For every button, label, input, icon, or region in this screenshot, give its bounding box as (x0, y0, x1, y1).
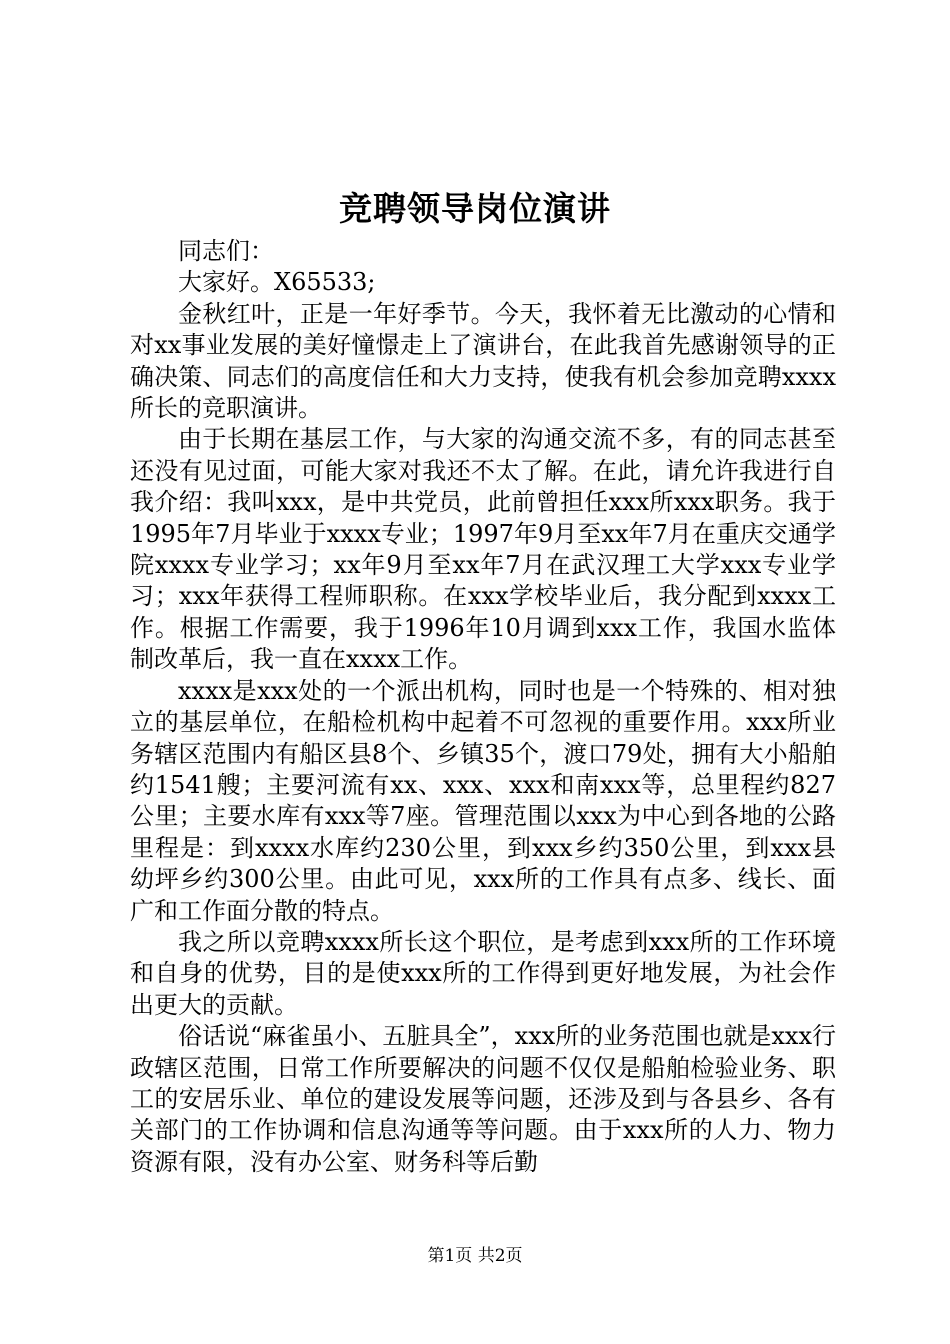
paragraph-unit-overview: xxxx是xxx处的一个派出机构，同时也是一个特殊的、相对独立的基层单位，在船检机构中起着不可忽视的重要作用。xxx所业务辖区范围内有船区县8个、乡镇35个，渡口79处，拥有大小船舶约1541艘；主要河流有xx、xxx、xxx和南xxx等，总里程约827公里；主要水库有xxx等7座。管理范围以xxx为中心到各地的公路里程是：到xxxx水库约230公里，到xxx乡约350公里，到xxx县幼坪乡约300公里。由此可见，xxx所的工作具有点多、线长、面广和工作面分散的特点。 (130, 676, 836, 925)
paragraph-motivation: 我之所以竞聘xxxx所长这个职位，是考虑到xxx所的工作环境和自身的优势，目的是使xxx所的工作得到更好地发展，为社会作出更大的贡献。 (130, 927, 836, 1019)
document-title: 竞聘领导岗位演讲 (339, 189, 611, 228)
document-body (130, 236, 836, 1178)
paragraph-self-introduction: 由于长期在基层工作，与大家的沟通交流不多，有的同志甚至还没有见过面，可能大家对我还不太了解。在此，请允许我进行自我介绍：我叫xxx，是中共党员，此前曾担任xxx所xxx职务。我于1995年7月毕业于xxxx专业；1997年9月至xx年7月在重庆交通学院xxxx专业学习；xx年9月至xx年7月在武汉理工大学xxx专业学习；xxx年获得工程师职称。在xxx学校毕业后，我分配到xxxx工作。根据工作需要，我于1996年10月调到xxx工作，我国水监体制改革后，我一直在xxxx工作。 (130, 425, 836, 674)
greeting: 大家好。X65533; (178, 268, 376, 297)
salutation: 同志们： (178, 237, 274, 265)
page-number: 第1页 共2页 (427, 1246, 523, 1266)
paragraph-scope: 俗话说“麻雀虽小、五脏具全”，xxx所的业务范围也就是xxx行政辖区范围，日常工作所要解决的问题不仅仅是船舶检验业务、职工的安居乐业、单位的建设发展等问题，还涉及到与各县乡、各有关部门的工作协调和信息沟通等等问题。由于xxx所的人力、物力资源有限，没有办公室、财务科等后勤 (130, 1022, 836, 1176)
paragraph-opening: 金秋红叶，正是一年好季节。今天，我怀着无比激动的心情和对xx事业发展的美好憧憬走上了演讲台，在此我首先感谢领导的正确决策、同志们的高度信任和大力支持，使我有机会参加竞聘xxxx所长的竞职演讲。 (130, 299, 836, 423)
